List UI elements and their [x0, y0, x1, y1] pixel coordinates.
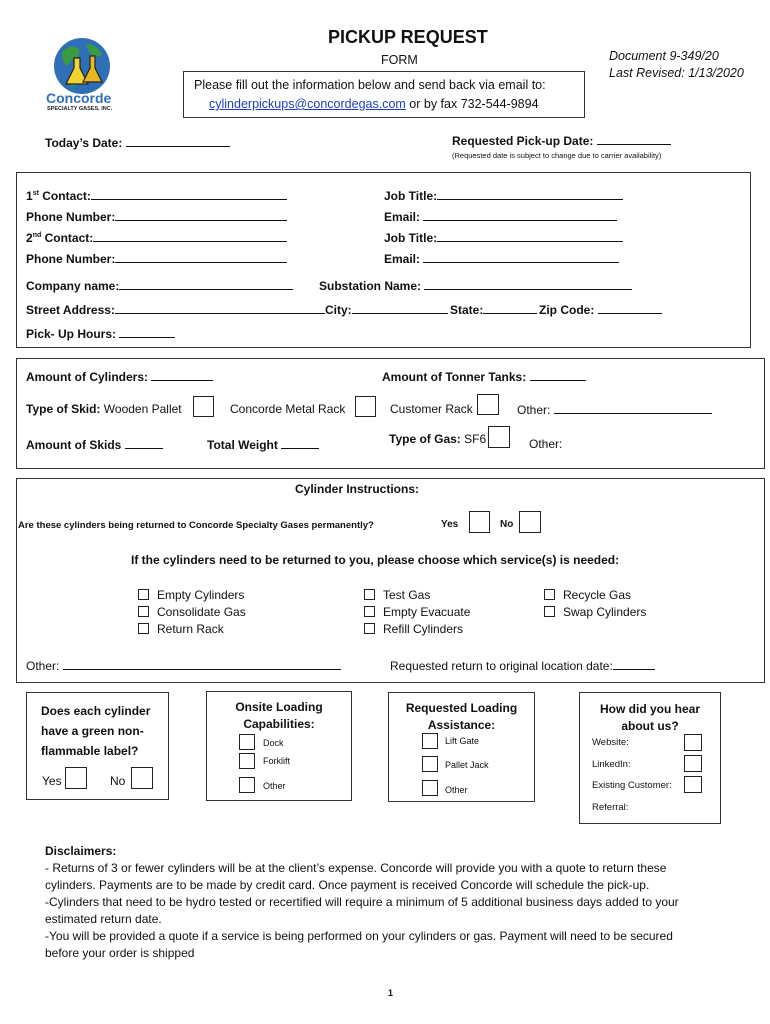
- green-label-yes-label: Yes: [42, 774, 62, 788]
- disclaimer-line: before your order is shipped: [45, 946, 195, 960]
- type-of-skid-label: Type of Skid: Wooden Pallet: [26, 402, 182, 416]
- email-2-field[interactable]: Email:: [384, 251, 619, 266]
- service-test-gas[interactable]: Test Gas: [364, 587, 470, 604]
- onsite-other-checkbox[interactable]: [239, 777, 255, 793]
- assistance-other-checkbox[interactable]: [422, 780, 438, 796]
- instructions-title: Cylinder Instructions:: [295, 482, 420, 496]
- green-label-no-label: No: [110, 774, 126, 788]
- service-swap-cylinders[interactable]: Swap Cylinders: [544, 604, 646, 621]
- state-field[interactable]: State:: [450, 302, 537, 317]
- green-label-yes-checkbox[interactable]: [65, 767, 87, 789]
- linkedin-label: LinkedIn:: [592, 759, 631, 770]
- company-name-field[interactable]: Company name:: [26, 278, 293, 293]
- logo-wordmark: Concorde: [46, 90, 112, 106]
- email-1-field[interactable]: Email:: [384, 209, 617, 224]
- green-label-no-checkbox[interactable]: [131, 767, 153, 789]
- amount-cylinders-field[interactable]: Amount of Cylinders:: [26, 369, 213, 384]
- service-checkbox[interactable]: [364, 623, 375, 634]
- permanent-yes-checkbox[interactable]: [469, 511, 490, 533]
- sf6-checkbox[interactable]: [488, 426, 510, 448]
- page-subtitle: FORM: [381, 53, 418, 67]
- disclaimers-title: Disclaimers:: [45, 844, 117, 858]
- todays-date-field[interactable]: [45, 135, 230, 150]
- disclaimer-line: -Cylinders that need to be hydro tested or recertified will require a minimum of 5 additional business days added to your: [45, 895, 679, 909]
- first-contact-field[interactable]: 1st Contact:: [26, 188, 287, 203]
- green-label-question: Does each cylinder have a green non- flammable label?: [41, 704, 151, 758]
- email-link[interactable]: cylinderpickups@concordegas.com: [209, 97, 406, 111]
- service-checkbox[interactable]: [138, 606, 149, 617]
- skid-other-field[interactable]: Other:: [517, 402, 712, 417]
- referral-source-section: [579, 692, 721, 824]
- instructions-other-field[interactable]: Other:: [26, 658, 341, 673]
- zip-code-field[interactable]: Zip Code:: [539, 302, 662, 317]
- forklift-label: Forklift: [263, 756, 290, 766]
- service-empty-cylinders[interactable]: Empty Cylinders: [138, 587, 246, 604]
- services-column-3: [544, 587, 646, 621]
- existing-customer-label: Existing Customer:: [592, 780, 672, 791]
- cylinder-instructions-section: [16, 478, 765, 683]
- service-return-rack[interactable]: Return Rack: [138, 621, 246, 638]
- referral-source-title: How did you hear about us?: [599, 702, 700, 733]
- requested-pickup-label: Requested Pick-up Date:: [452, 134, 594, 148]
- onsite-loading-title: Onsite Loading Capabilities:: [235, 700, 323, 731]
- disclaimer-line: estimated return date.: [45, 912, 162, 926]
- concorde-metal-rack-checkbox[interactable]: [355, 396, 376, 417]
- requested-pickup-field[interactable]: [452, 133, 671, 148]
- service-checkbox[interactable]: [544, 606, 555, 617]
- type-of-gas-label: Type of Gas: SF6: [389, 432, 487, 446]
- onsite-other-label: Other: [263, 781, 286, 791]
- customer-rack-label: Customer Rack: [390, 402, 473, 416]
- permanent-no-label: No: [500, 519, 514, 530]
- phone-number-2-field[interactable]: Phone Number:: [26, 251, 287, 266]
- logo-tagline: SPECIALTY GASES, INC.: [47, 106, 113, 112]
- city-field[interactable]: City:: [325, 302, 448, 317]
- pickup-hours-field[interactable]: Pick- Up Hours:: [26, 326, 175, 341]
- amount-tonner-field[interactable]: Amount of Tonner Tanks:: [382, 369, 586, 384]
- page-title: PICKUP REQUEST: [328, 27, 488, 47]
- service-question: If the cylinders need to be returned to you, please choose which service(s) is needed:: [131, 553, 620, 567]
- todays-date-label: Today’s Date:: [45, 136, 123, 150]
- permanent-no-checkbox[interactable]: [519, 511, 541, 533]
- company-logo: [44, 34, 124, 114]
- amount-skids-field[interactable]: Amount of Skids: [26, 437, 163, 452]
- customer-rack-checkbox[interactable]: [477, 394, 499, 415]
- contact-section: [16, 172, 751, 348]
- instruction-text: Please fill out the information below and send back via email to:: [194, 78, 546, 92]
- job-title-2-field[interactable]: Job Title:: [384, 230, 623, 245]
- assistance-other-label: Other: [445, 785, 468, 795]
- lift-gate-label: Lift Gate: [445, 736, 480, 746]
- disclaimer-line: - Returns of 3 or fewer cylinders will be at the client’s expense. Concorde will provide you with a quote to return these: [45, 861, 667, 875]
- job-title-1-field[interactable]: Job Title:: [384, 188, 623, 203]
- permanent-return-question: Are these cylinders being returned to Concorde Specialty Gases permanently?: [18, 520, 374, 531]
- service-checkbox[interactable]: [364, 589, 375, 600]
- street-address-field[interactable]: Street Address:: [26, 302, 325, 317]
- instruction-contact-line: [209, 97, 539, 111]
- green-label-section: [26, 692, 169, 800]
- services-column-2: [364, 587, 470, 638]
- service-checkbox[interactable]: [138, 589, 149, 600]
- service-checkbox[interactable]: [138, 623, 149, 634]
- dock-label: Dock: [263, 738, 284, 748]
- referral-label[interactable]: Referral:: [592, 802, 629, 813]
- substation-name-field[interactable]: Substation Name:: [319, 278, 632, 293]
- disclaimer-line: -You will be provided a quote if a service is being performed on your cylinders or gas. Payment will need to be secured: [45, 929, 673, 943]
- gas-other-label[interactable]: Other:: [529, 437, 563, 451]
- service-empty-evacuate[interactable]: Empty Evacuate: [364, 604, 470, 621]
- loading-assistance-section: [388, 692, 535, 802]
- service-refill-cylinders[interactable]: Refill Cylinders: [364, 621, 470, 638]
- disclaimer-line: cylinders. Payments are to be made by credit card. Once payment is received Concorde will schedule the pick-up.: [45, 878, 650, 892]
- concorde-metal-rack-label: Concorde Metal Rack: [230, 402, 346, 416]
- website-label: Website:: [592, 737, 629, 748]
- phone-number-1-field[interactable]: Phone Number:: [26, 209, 287, 224]
- services-column-1: [138, 587, 246, 638]
- service-consolidate-gas[interactable]: Consolidate Gas: [138, 604, 246, 621]
- page-number: 1: [388, 988, 394, 998]
- service-checkbox[interactable]: [544, 589, 555, 600]
- cylinders-section: [16, 358, 765, 469]
- permanent-yes-label: Yes: [441, 519, 459, 530]
- forklift-checkbox[interactable]: [239, 753, 255, 769]
- fax-text: or by fax 732-544-9894: [405, 97, 539, 111]
- website-checkbox[interactable]: [684, 734, 702, 751]
- service-checkbox[interactable]: [364, 606, 375, 617]
- dock-checkbox[interactable]: [239, 734, 255, 750]
- second-contact-field[interactable]: 2nd Contact:: [26, 230, 287, 245]
- lift-gate-checkbox[interactable]: [422, 733, 438, 749]
- existing-customer-checkbox[interactable]: [684, 776, 702, 793]
- requested-date-note: (Requested date is subject to change due to carrier availability): [452, 151, 662, 160]
- onsite-loading-section: [206, 691, 352, 801]
- total-weight-field[interactable]: Total Weight: [207, 437, 319, 452]
- wooden-pallet-checkbox[interactable]: [193, 396, 214, 417]
- document-number: Document 9-349/20: [609, 49, 719, 63]
- linkedin-checkbox[interactable]: [684, 755, 702, 772]
- pallet-jack-checkbox[interactable]: [422, 756, 438, 772]
- disclaimers: [45, 843, 679, 962]
- service-recycle-gas[interactable]: Recycle Gas: [544, 587, 646, 604]
- loading-assistance-title: Requested Loading Assistance:: [405, 701, 518, 732]
- pallet-jack-label: Pallet Jack: [445, 760, 489, 770]
- instruction-box: [183, 71, 585, 118]
- last-revised: Last Revised: 1/13/2020: [609, 66, 744, 80]
- return-date-field[interactable]: Requested return to original location date:: [390, 658, 655, 673]
